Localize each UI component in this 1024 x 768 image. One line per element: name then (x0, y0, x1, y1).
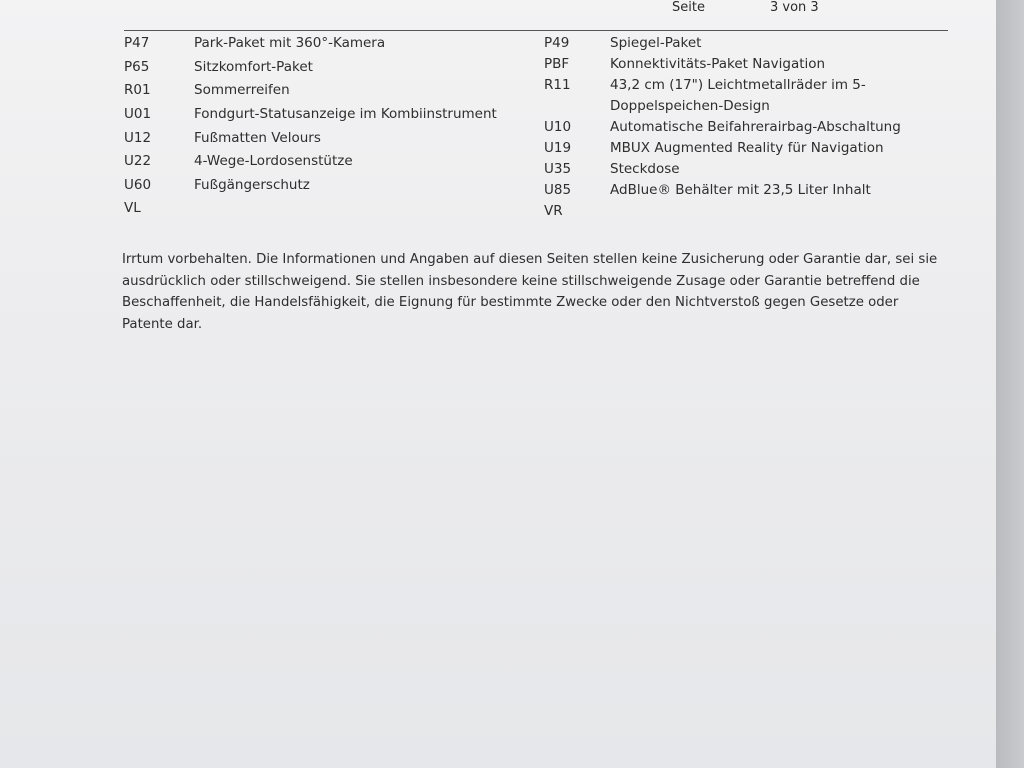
option-code: U10 (544, 119, 572, 135)
page-label: Seite (672, 0, 705, 15)
option-description (194, 198, 534, 222)
option-description: Fußgängerschutz (194, 176, 310, 193)
option-description: AdBlue® Behälter mit 23,5 Liter Inhalt (610, 182, 871, 198)
option-description: Konnektivitäts-Paket Navigation (610, 56, 826, 72)
disclaimer-text: Irrtum vorbehalten. Die Informationen und Angaben auf diesen Seiten stellen keine Zusicherung oder Garantie dar, sei sie ausdrücklich oder stillschweigend. Sie stellen insbesondere keine stillschweigende Zusage oder Garantie betreffend die Beschaffenheit, die Handelsfähigkeit, die Eignung für bestimmte Zwecke oder den Nichtverstoß gegen Gesetze oder Patente dar. (122, 252, 938, 332)
option-description: 4-Wege-Lordosenstütze (194, 153, 353, 170)
option-code: P47 (124, 35, 150, 51)
option-description: Steckdose (610, 161, 680, 177)
option-description: Sitzkomfort-Paket (194, 58, 313, 75)
option-code: U01 (124, 105, 152, 122)
option-description (610, 201, 954, 222)
option-code: R11 (544, 77, 571, 93)
option-code: P65 (124, 58, 150, 75)
options-column-right (544, 33, 954, 222)
page-header (0, 0, 996, 20)
option-description: MBUX Augmented Reality für Navigation (610, 140, 884, 156)
option-description: Park-Paket mit 360°-Kamera (194, 35, 386, 51)
background-edge (996, 0, 1024, 768)
option-code: R01 (124, 82, 151, 99)
option-code: U19 (544, 140, 572, 156)
options-column-left (124, 33, 534, 222)
option-description: Automatische Beifahrerairbag-Abschaltung (610, 119, 901, 135)
option-code: U85 (544, 182, 572, 198)
option-code: PBF (544, 56, 570, 72)
option-code: U22 (124, 153, 152, 170)
option-description: Fondgurt-Statusanzeige im Kombiinstrument (194, 105, 497, 122)
option-description: Fußmatten Velours (194, 129, 321, 146)
option-code: VR (544, 203, 563, 219)
option-code: U35 (544, 161, 572, 177)
option-description: 43,2 cm (17") Leichtmetallräder im 5-Doppelspeichen-Design (610, 77, 866, 114)
options-list (124, 33, 954, 222)
option-code: P49 (544, 35, 570, 51)
option-code: U12 (124, 129, 152, 146)
option-description: Sommerreifen (194, 82, 290, 99)
header-rule (124, 30, 948, 31)
page-number: 3 von 3 (770, 0, 819, 15)
option-description: Spiegel-Paket (610, 35, 702, 51)
option-code: VL (124, 200, 141, 217)
option-code: U60 (124, 176, 152, 193)
